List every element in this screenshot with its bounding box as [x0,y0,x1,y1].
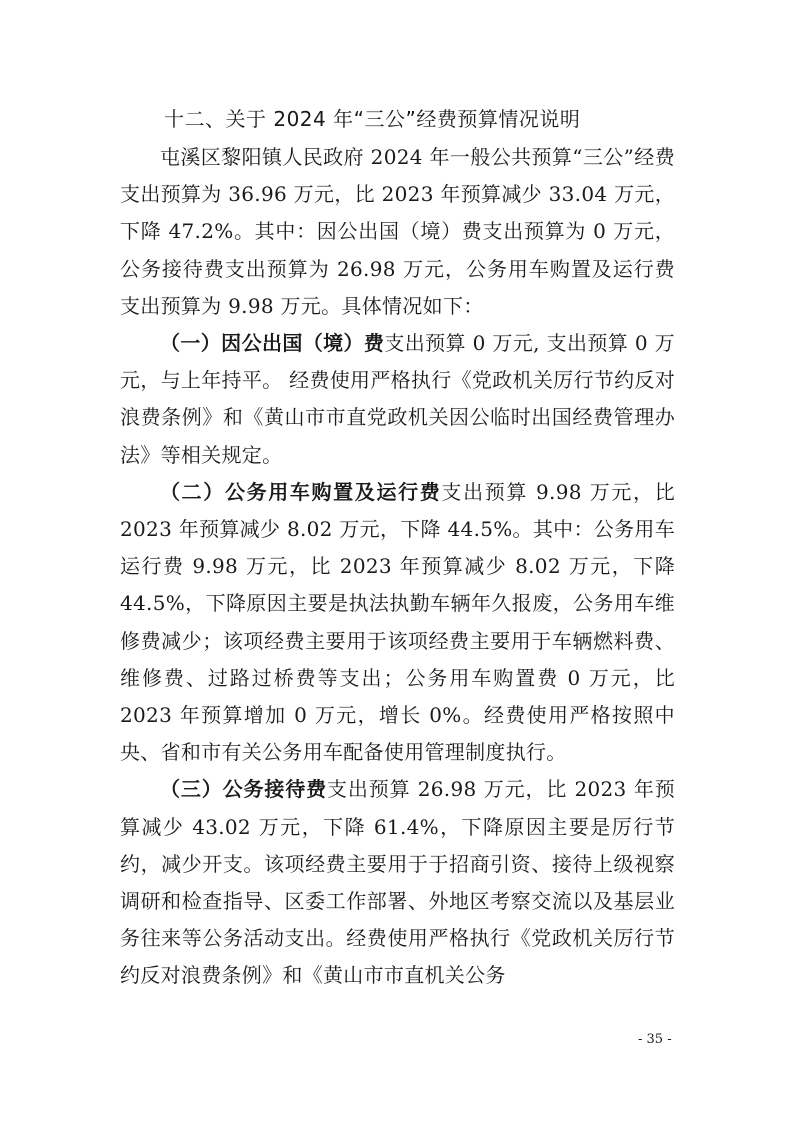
paragraph-overseas-travel [120,325,675,474]
paragraph-lead: （一）因公出国（境）费 [160,331,385,356]
paragraph-lead: （三）公务接待费 [160,777,328,802]
page-content [120,99,675,995]
paragraph-lead: （二）公务用车购置及运行费 [160,479,442,504]
intro-paragraph: 屯溪区黎阳镇人民政府 2024 年一般公共预算“三公”经费支出预算为 36.96 万元，比 2023 年预算减少 33.04 万元，下降 47.2%。其中：因公出国（境）费支出预算为 0 万元，公务接待费支出预算为 26.98 万元，公务用车购置及运行费支出预算为 9.98 万元。具体情况如下： [120,145,675,318]
paragraph-body: 支出预算 0 万元, 支出预算 0 万元，与上年持平。 经费使用严格执行《党政机关厉行节约反对浪费条例》和《黄山市市直党政机关因公临时出国经费管理办法》等相关规定。 [120,331,675,467]
paragraph-body: 支出预算 9.98 万元，比 2023 年预算减少 8.02 万元，下降 44.5%。其中：公务用车运行费 9.98 万元，比 2023 年预算减少 8.02 万元，下降 44.5%，下降原因主要是执法执勤车辆年久报废，公务用车维修费减少；该项经费主要用于该项经费主要用于车辆燃料费、维修费、过路过桥费等支出；公务用车购置费 0 万元，比 2023 年预算增加 0 万元，增长 0%。经费使用严格按照中央、省和市有关公务用车配备使用管理制度执行。 [120,479,675,765]
section-heading: 十二、关于 2024 年“三公”经费预算情况说明 [164,107,581,131]
page-number: - 35 - [638,1032,672,1047]
paragraph-vehicles [120,474,675,772]
paragraph-reception [120,771,675,994]
paragraph-body: 支出预算 26.98 万元，比 2023 年预算减少 43.02 万元，下降 61.4%，下降原因主要是厉行节约，减少开支。该项经费主要用于于招商引资、接待上级视察调研和检查指导、区委工作部署、外地区考察交流以及基层业务往来等公务活动支出。经费使用严格执行《党政机关厉行节约反对浪费条例》和《黄山市市直机关公务 [120,777,675,988]
